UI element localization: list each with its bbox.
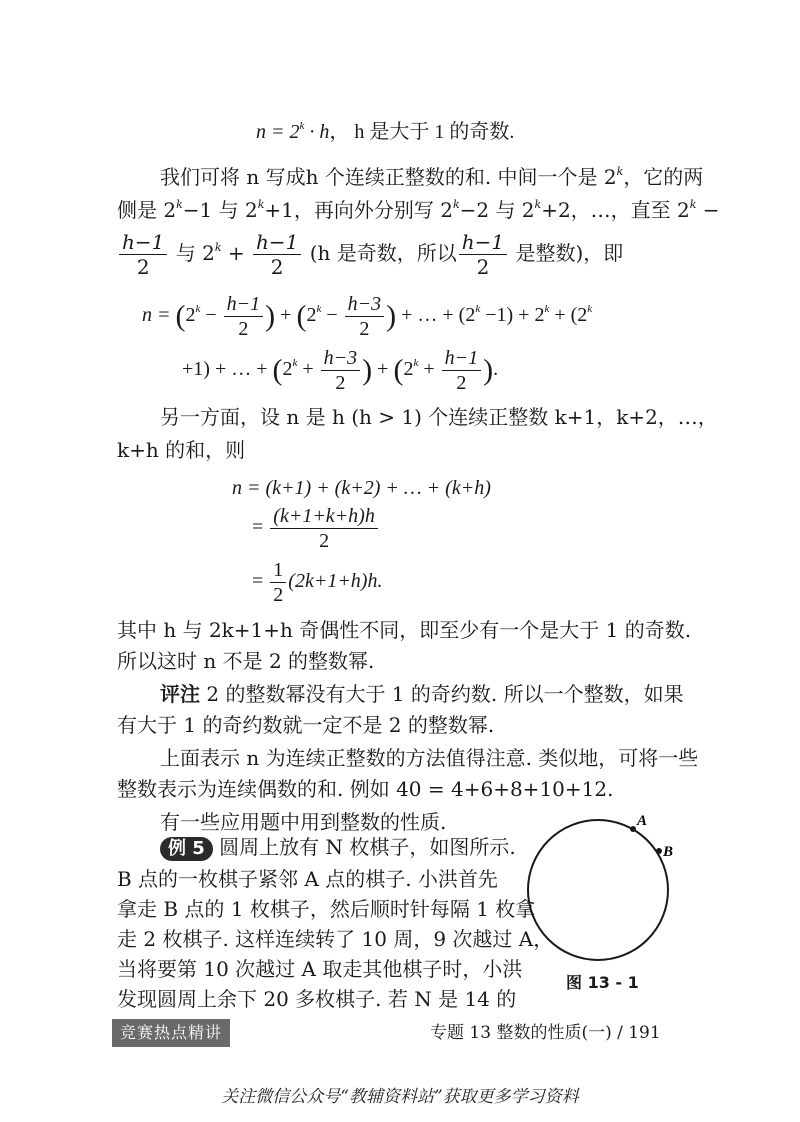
text-seg: +1，再向外分别写 2	[264, 198, 453, 222]
example5-line1	[160, 833, 516, 861]
circle	[528, 820, 668, 960]
text-seg: −2 与 2	[459, 198, 535, 222]
fraction	[459, 230, 507, 279]
para2-line2: k+h 的和，则	[117, 438, 246, 462]
fraction	[442, 346, 482, 395]
para1-line1: 我们可将 n 写成h 个连续正整数的和. 中间一个是 2$^k$，它的两	[160, 165, 704, 189]
text-seg: +2，…，直至 2	[541, 198, 690, 222]
text-seg: (h 是奇数，所以	[303, 241, 457, 265]
text-seg: =	[252, 570, 264, 592]
circle-figure	[520, 812, 680, 972]
footer-page-info: 专题 13 整数的性质(一) / 191	[430, 1023, 661, 1043]
para1-line3: $\frac{h-1}{2}$ 与 $2^k$ + $\frac{h-1}{2}$ (h 是奇数，所以 $\frac{h-1}{2}$ 是整数)，即	[117, 228, 623, 279]
point-b-dot	[656, 848, 662, 854]
example-badge: 例 5	[160, 837, 213, 861]
frac-den: 2	[335, 371, 346, 394]
equation-consecutive: n = (k+1) + (k+2) + … + (k+h)	[232, 477, 491, 499]
fraction	[321, 346, 361, 395]
fraction	[270, 558, 286, 607]
text-seg: +1) + … +	[182, 358, 268, 380]
watermark-text: 关注微信公众号“教辅资料站”获取更多学习资料	[221, 1087, 579, 1107]
para5: 有一些应用题中用到整数的性质.	[160, 810, 447, 834]
frac-num: h−3	[321, 346, 361, 371]
footer-series-label: 竞赛热点精讲	[112, 1019, 230, 1047]
frac-num: 1	[270, 558, 286, 583]
text-seg: +	[221, 241, 245, 265]
text-seg: −1 与 2	[182, 198, 258, 222]
fraction	[119, 230, 167, 279]
frac-num: h−3	[345, 292, 385, 317]
formula-n-equals: $n = 2^k \cdot h$， h 是大于 1 的奇数.	[256, 120, 515, 143]
fraction	[253, 230, 301, 279]
fraction	[224, 292, 264, 341]
example5-line2: B 点的一枚棋子紧邻 A 点的棋子. 小洪首先	[117, 867, 498, 891]
note-line2: 有大于 1 的奇约数就一定不是 2 的整数幂.	[117, 713, 495, 737]
para1-line2: 侧是 $2^k-1$ 与 $2^k+1$，再向外分别写 $2^k-2$ 与 $2^k+2$，…，直至 $2^k$ −	[117, 198, 720, 222]
frac-den: 2	[273, 583, 284, 606]
para2-line1: 另一方面，设 n 是 h (h > 1) 个连续正整数 k+1，k+2，…，	[160, 405, 718, 429]
frac-den: 2	[319, 529, 330, 552]
frac-num: h−1	[224, 292, 264, 317]
point-b-label: B	[663, 844, 674, 860]
example5-line5: 当将要第 10 次越过 A 取走其他棋子时，小洪	[117, 957, 523, 981]
example5-line3: 拿走 B 点的 1 枚棋子，然后顺时针每隔 1 枚拿	[117, 897, 536, 921]
frac-den: 2	[136, 255, 150, 279]
text-seg: −1) + 2	[480, 304, 545, 326]
para4-line1: 上面表示 n 为连续正整数的方法值得注意. 类似地，可将一些	[160, 746, 699, 770]
text-seg: 是整数)，即	[509, 241, 624, 265]
frac-den: 2	[270, 255, 284, 279]
para3-line1: 其中 h 与 2k+1+h 奇偶性不同，即至少有一个是大于 1 的奇数.	[117, 618, 692, 642]
para1-text-tail: ，它的两	[623, 165, 704, 189]
para4-line2: 整数表示为连续偶数的和. 例如 40 = 4+6+8+10+12.	[117, 777, 614, 801]
frac-num: (k+1+k+h)h	[270, 504, 378, 529]
equation-step3	[252, 556, 382, 607]
frac-num: h−1	[119, 230, 167, 255]
point-a-dot	[630, 826, 636, 832]
equation-step2	[252, 502, 380, 553]
formula-condition: ， h 是大于 1 的奇数.	[329, 121, 515, 143]
example5-line4: 走 2 枚棋子. 这样连续转了 10 周，9 次越过 A，	[117, 927, 554, 951]
fraction	[270, 504, 378, 553]
frac-num: h−1	[253, 230, 301, 255]
figure-caption: 图 13 - 1	[566, 973, 639, 992]
fraction	[345, 292, 385, 341]
frac-num: h−1	[459, 230, 507, 255]
note-label: 评注	[160, 682, 200, 706]
text-seg: −	[696, 198, 720, 222]
text-seg: + … + (2	[396, 304, 476, 326]
equation-sum-line1: $n = (2^k$ − $\frac{h-1}{2}$ ) + ($2^k$ − $\frac{h-3}{2}$ ) + … + $(2^k -1) + 2^k + (2^k$	[142, 292, 593, 340]
para3-line2: 所以这时 n 不是 2 的整数幂.	[117, 649, 375, 673]
eq-lead: n =	[142, 304, 171, 326]
frac-den: 2	[359, 317, 370, 340]
text-seg: 2 的整数幂没有大于 1 的奇约数. 所以一个整数，如果	[200, 682, 684, 706]
frac-den: 2	[456, 371, 467, 394]
text-seg: 与 2	[169, 241, 215, 265]
text-seg: =	[252, 516, 264, 538]
example5-line6: 发现圆周上余下 20 多枚棋子. 若 N 是 14 的	[117, 987, 517, 1011]
text-seg: (2k+1+h)h.	[288, 570, 383, 592]
point-a-label: A	[637, 813, 648, 829]
equation-sum-line2: +1) + … + ($2^k$ + $\frac{h-3}{2}$ ) + ($2^k$ + $\frac{h-1}{2}$ ).	[182, 346, 499, 394]
text-seg: + (2	[549, 304, 588, 326]
text-seg: 圆周上放有 N 枚棋子，如图所示.	[212, 835, 516, 859]
text-seg: 侧是 2	[117, 198, 177, 222]
frac-den: 2	[476, 255, 490, 279]
para1-text: 我们可将 n 写成h 个连续正整数的和. 中间一个是 2	[160, 165, 617, 189]
frac-num: h−1	[442, 346, 482, 371]
note-line1	[160, 680, 684, 708]
frac-den: 2	[238, 317, 249, 340]
